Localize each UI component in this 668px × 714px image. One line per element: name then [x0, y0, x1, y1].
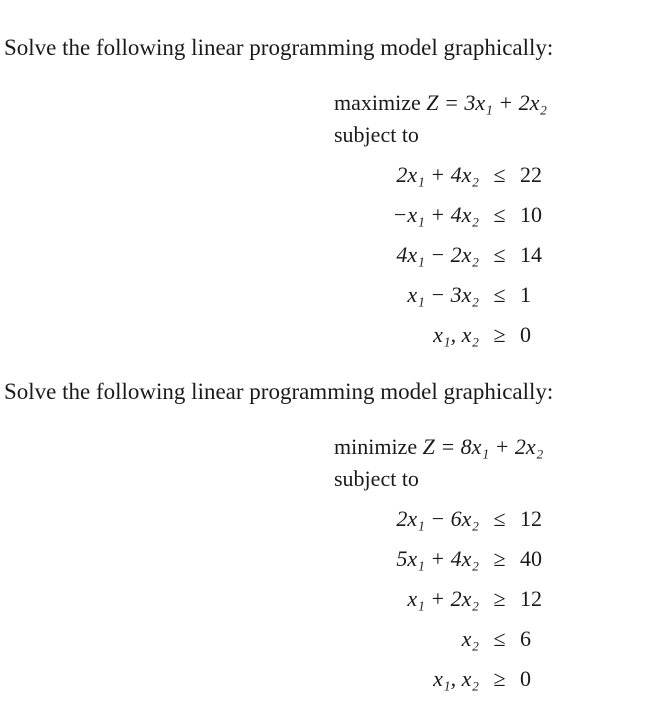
problem-1-constraint — [396, 162, 550, 188]
problem-1-constraint — [407, 282, 550, 308]
constraint-rhs: 12 — [520, 586, 542, 611]
constraint-rhs: 40 — [520, 546, 542, 571]
constraint-rhs: 14 — [520, 242, 542, 267]
problem-1-objective-expression: Z = 3x₁ + 2x₂ — [426, 90, 548, 115]
problem-2-instruction: Solve the following linear programming model graphically: — [4, 379, 554, 404]
problem-1-objective-label: maximize — [334, 90, 421, 115]
problem-1-instruction: Solve the following linear programming model graphically: — [4, 35, 554, 60]
constraint-relation: ≥ — [493, 322, 506, 347]
problem-1-subject-to: subject to — [334, 122, 419, 147]
problem-1-constraint — [433, 322, 550, 348]
constraint-lhs: 4x₁ − 2x₂ — [396, 242, 479, 267]
constraint-relation: ≥ — [493, 546, 506, 571]
constraint-lhs: x₁ + 2x₂ — [407, 586, 479, 611]
problem-1-constraint — [392, 202, 550, 228]
constraint-rhs: 12 — [520, 506, 542, 531]
problem-1-objective — [334, 90, 547, 116]
problem-2-objective-label: minimize — [334, 434, 418, 459]
problem-2-constraint — [462, 626, 550, 652]
constraint-rhs: 6 — [520, 626, 531, 651]
constraint-relation: ≤ — [493, 202, 506, 227]
constraint-lhs: x₁, x₂ — [433, 322, 479, 347]
constraint-relation: ≤ — [493, 282, 506, 307]
problem-2-objective — [334, 434, 543, 460]
constraint-rhs: 10 — [520, 202, 542, 227]
problem-2-constraint — [396, 546, 550, 572]
problem-2-constraint — [407, 586, 550, 612]
problem-2-constraint — [433, 666, 550, 692]
constraint-lhs: x₁ − 3x₂ — [407, 282, 479, 307]
constraint-relation: ≤ — [493, 242, 506, 267]
constraint-lhs: 2x₁ + 4x₂ — [396, 162, 479, 187]
constraint-relation: ≥ — [493, 586, 506, 611]
problem-2-subject-to: subject to — [334, 466, 419, 491]
problem-1-constraint — [396, 242, 550, 268]
constraint-rhs: 1 — [520, 282, 531, 307]
problem-2-constraint — [396, 506, 550, 532]
constraint-lhs: x₁, x₂ — [433, 666, 479, 691]
problem-2-objective-expression: Z = 8x₁ + 2x₂ — [422, 434, 544, 459]
constraint-lhs: −x₁ + 4x₂ — [392, 202, 479, 227]
constraint-lhs: 2x₁ − 6x₂ — [396, 506, 479, 531]
constraint-rhs: 0 — [520, 322, 531, 347]
constraint-relation: ≥ — [493, 666, 506, 691]
constraint-relation: ≤ — [493, 626, 506, 651]
constraint-lhs: x₂ — [461, 626, 479, 651]
constraint-rhs: 22 — [520, 162, 542, 187]
constraint-relation: ≤ — [493, 162, 506, 187]
constraint-lhs: 5x₁ + 4x₂ — [396, 546, 479, 571]
constraint-rhs: 0 — [520, 666, 531, 691]
constraint-relation: ≤ — [493, 506, 506, 531]
